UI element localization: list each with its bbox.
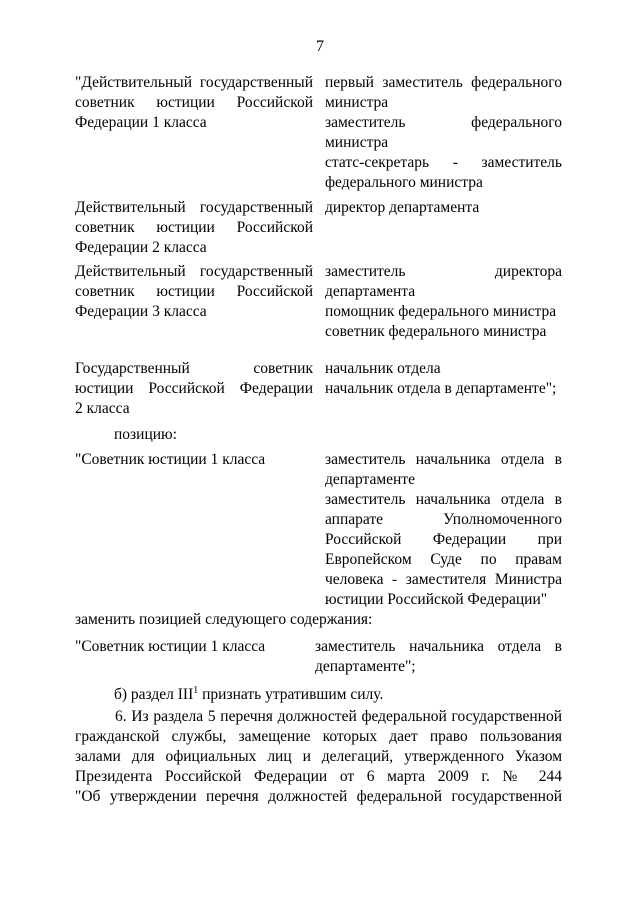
- text-line: департаменте: [325, 471, 415, 488]
- text-line: Федерации 3 класса: [75, 303, 207, 320]
- text-line: заместитель начальника отдела в: [315, 638, 562, 655]
- text-line: Действительный государственный: [75, 263, 313, 280]
- text-line: заместитель федерального: [325, 114, 562, 131]
- item-b-superscript: 1: [193, 684, 199, 696]
- text-line: человека - заместителя Министра: [325, 571, 562, 588]
- position-cell-3: [325, 262, 562, 342]
- text-line: советник юстиции Российской: [75, 283, 313, 300]
- text-line: директор департамента: [325, 199, 480, 216]
- text-line: советник юстиции Российской: [75, 94, 313, 111]
- position-cell-1: [325, 73, 562, 193]
- item-b-paragraph: [114, 685, 562, 705]
- text-line: Федерации 1 класса: [75, 114, 207, 131]
- item-b-prefix: б) раздел III: [114, 686, 194, 703]
- text-line: Российской Федерации при: [325, 531, 562, 548]
- text-line: "Советник юстиции 1 класса: [75, 451, 266, 468]
- rank-cell-1: [75, 73, 313, 133]
- text-line: начальник отдела: [325, 360, 441, 377]
- text-line: Действительный государственный: [75, 199, 313, 216]
- item-b-suffix: признать утратившим силу.: [198, 686, 384, 703]
- text-line: 2 класса: [75, 400, 130, 417]
- text-line: "Советник юстиции 1 класса: [75, 638, 266, 655]
- text-line: статс-секретарь - заместитель: [325, 154, 562, 171]
- position-cell-4: [325, 359, 562, 399]
- rank-cell-2: [75, 198, 313, 258]
- text-line: Государственный советник: [75, 360, 313, 377]
- text-line: залами для официальных лиц и делегаций, утвержденного Указом: [75, 748, 562, 765]
- text-line: министра: [325, 134, 389, 151]
- new-rank-cell: [75, 637, 313, 657]
- text-line: 6. Из раздела 5 перечня должностей федеральной государственной: [115, 708, 562, 725]
- text-line: советник федерального министра: [325, 323, 547, 340]
- text-line: аппарате Уполномоченного: [325, 511, 562, 528]
- text-line: юстиции Российской Федерации": [325, 591, 548, 608]
- text-line: заместитель начальника отдела в: [325, 491, 562, 508]
- text-line: начальник отдела в департаменте";: [325, 380, 557, 397]
- position-label: позицию:: [114, 426, 177, 443]
- text-line: министра: [325, 94, 389, 111]
- old-position-cell: [325, 450, 562, 610]
- text-line: первый заместитель федерального: [325, 74, 562, 91]
- new-position-cell: [315, 637, 562, 677]
- text-line: Федерации 2 класса: [75, 239, 207, 256]
- replace-label: заменить позицией следующего содержания:: [75, 611, 373, 628]
- text-line: Президента Российской Федерации от 6 марта 2009 г. № 244: [75, 768, 562, 785]
- page-number: 7: [316, 38, 324, 55]
- text-line: юстиции Российской Федерации: [75, 380, 313, 397]
- rank-cell-3: [75, 262, 313, 322]
- rank-cell-4: [75, 359, 313, 419]
- text-line: департаменте";: [315, 658, 416, 675]
- text-line: заместитель начальника отдела в: [325, 451, 562, 468]
- item-6-paragraph: [75, 707, 562, 807]
- text-line: помощник федерального министра: [325, 303, 557, 320]
- text-line: советник юстиции Российской: [75, 219, 313, 236]
- text-line: заместитель директора: [325, 263, 562, 280]
- text-line: "Об утверждении перечня должностей федеральной государственной: [75, 788, 562, 805]
- old-rank-cell: [75, 450, 313, 470]
- text-line: департамента: [325, 283, 416, 300]
- text-line: гражданской службы, замещение которых дает право пользования: [75, 728, 562, 745]
- text-line: федерального министра: [325, 174, 483, 191]
- text-line: Европейском Суде по правам: [325, 551, 562, 568]
- text-line: "Действительный государственный: [75, 74, 313, 91]
- position-cell-2: [325, 198, 562, 218]
